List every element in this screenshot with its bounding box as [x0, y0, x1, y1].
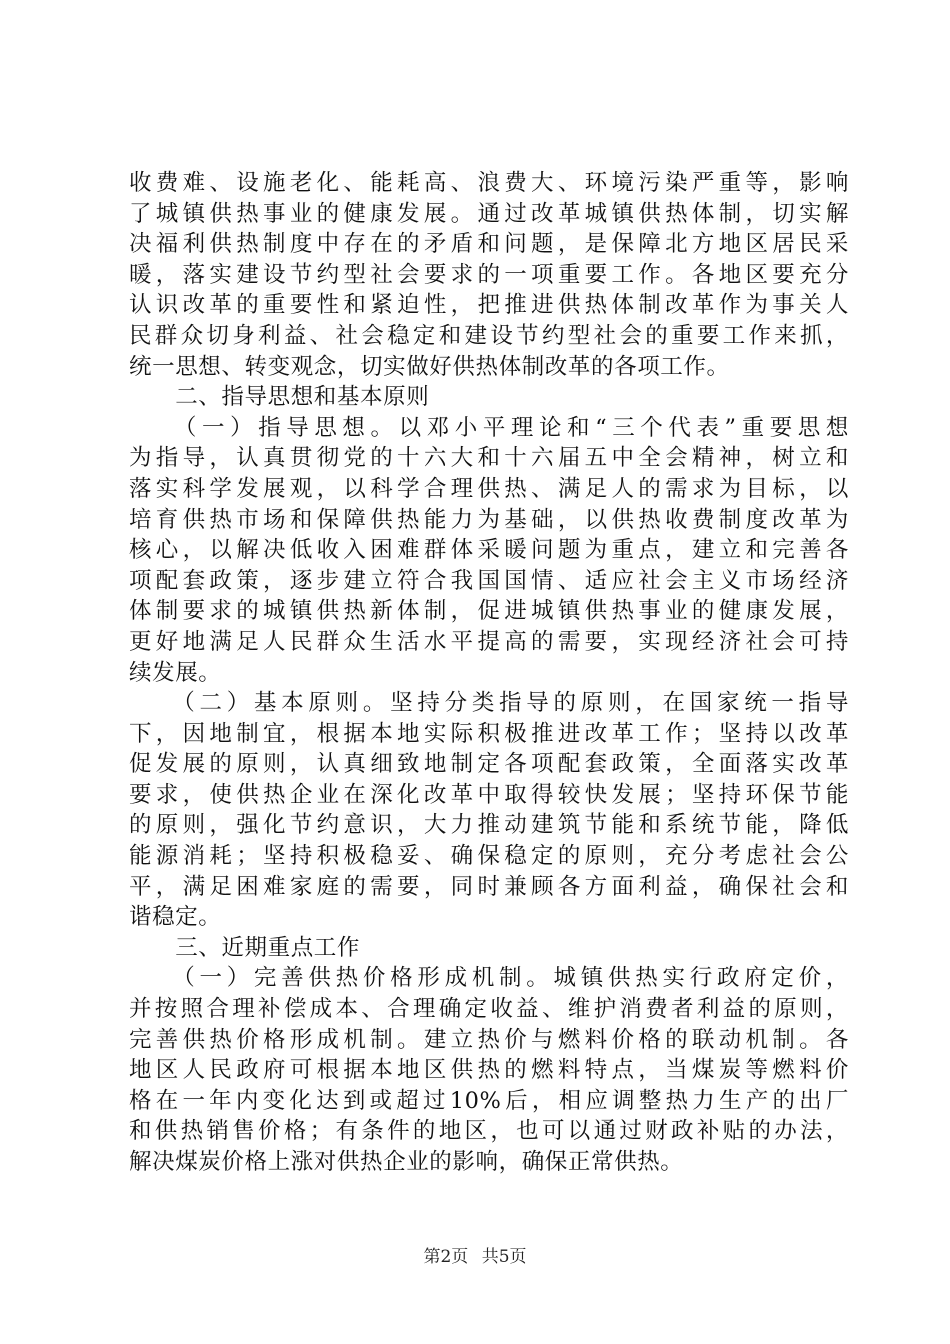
text-line: 暖，落实建设节约型社会要求的一项重要工作。各地区要充分 — [129, 261, 849, 288]
text-line: 续发展。 — [129, 659, 222, 686]
text-line: 平，满足困难家庭的需要，同时兼顾各方面利益，确保社会和 — [129, 873, 849, 900]
text-line: （一）指导思想。以邓小平理论和“三个代表”重要思想 — [129, 414, 849, 441]
text-line: 并按照合理补偿成本、合理确定收益、维护消费者利益的原则， — [129, 996, 849, 1023]
text-line: 地区人民政府可根据本地区供热的燃料特点，当煤炭等燃料价 — [129, 1057, 849, 1084]
text-line: 和供热销售价格；有条件的地区，也可以通过财政补贴的办法， — [129, 1118, 849, 1145]
text-line: 落实科学发展观，以科学合理供热、满足人的需求为目标，以 — [129, 475, 849, 502]
text-line: 认识改革的重要性和紧迫性，把推进供热体制改革作为事关人 — [129, 292, 849, 319]
text-line: 解决煤炭价格上涨对供热企业的影响，确保正常供热。 — [129, 1149, 684, 1175]
text-line: 了城镇供热事业的健康发展。通过改革城镇供热体制，切实解 — [129, 200, 849, 227]
page-footer — [0, 1246, 950, 1268]
text-line: 促发展的原则，认真细致地制定各项配套政策，全面落实改革 — [129, 751, 849, 778]
text-line: 体制要求的城镇供热新体制，促进城镇供热事业的健康发展， — [129, 598, 849, 625]
text-line: 核心，以解决低收入困难群体采暖问题为重点，建立和完善各 — [129, 537, 849, 564]
page-number: 第2页 — [423, 1247, 469, 1267]
section-heading: 二、指导思想和基本原则 — [129, 384, 430, 411]
page-total: 共5页 — [481, 1247, 527, 1267]
text-line: （一）完善供热价格形成机制。城镇供热实行政府定价， — [129, 965, 849, 992]
text-line: 民群众切身利益、社会稳定和建设节约型社会的重要工作来抓， — [129, 322, 849, 349]
text-line: 格在一年内变化达到或超过10%后，相应调整热力生产的出厂 — [129, 1087, 849, 1114]
text-line: 完善供热价格形成机制。建立热价与燃料价格的联动机制。各 — [129, 1026, 849, 1053]
text-line: 项配套政策，逐步建立符合我国国情、适应社会主义市场经济 — [129, 567, 849, 594]
document-body — [129, 168, 849, 1178]
text-line: 收费难、设施老化、能耗高、浪费大、环境污染严重等，影响 — [129, 170, 849, 196]
text-line: （二）基本原则。坚持分类指导的原则，在国家统一指导 — [129, 690, 849, 717]
text-line: 统一思想、转变观念，切实做好供热体制改革的各项工作。 — [129, 353, 730, 380]
text-line: 为指导，认真贯彻党的十六大和十六届五中全会精神，树立和 — [129, 445, 849, 472]
text-line: 决福利供热制度中存在的矛盾和问题，是保障北方地区居民采 — [129, 231, 849, 258]
text-line: 能源消耗；坚持积极稳妥、确保稳定的原则，充分考虑社会公 — [129, 843, 849, 870]
text-line: 培育供热市场和保障供热能力为基础，以供热收费制度改革为 — [129, 506, 849, 533]
text-line: 的原则，强化节约意识，大力推动建筑节能和系统节能，降低 — [129, 812, 849, 839]
section-heading: 三、近期重点工作 — [129, 934, 361, 961]
text-line: 要求，使供热企业在深化改革中取得较快发展；坚持环保节能 — [129, 781, 849, 808]
text-line: 更好地满足人民群众生活水平提高的需要，实现经济社会可持 — [129, 628, 849, 655]
text-line: 下，因地制宜，根据本地实际积极推进改革工作；坚持以改革 — [129, 720, 849, 747]
text-line: 谐稳定。 — [129, 904, 222, 931]
